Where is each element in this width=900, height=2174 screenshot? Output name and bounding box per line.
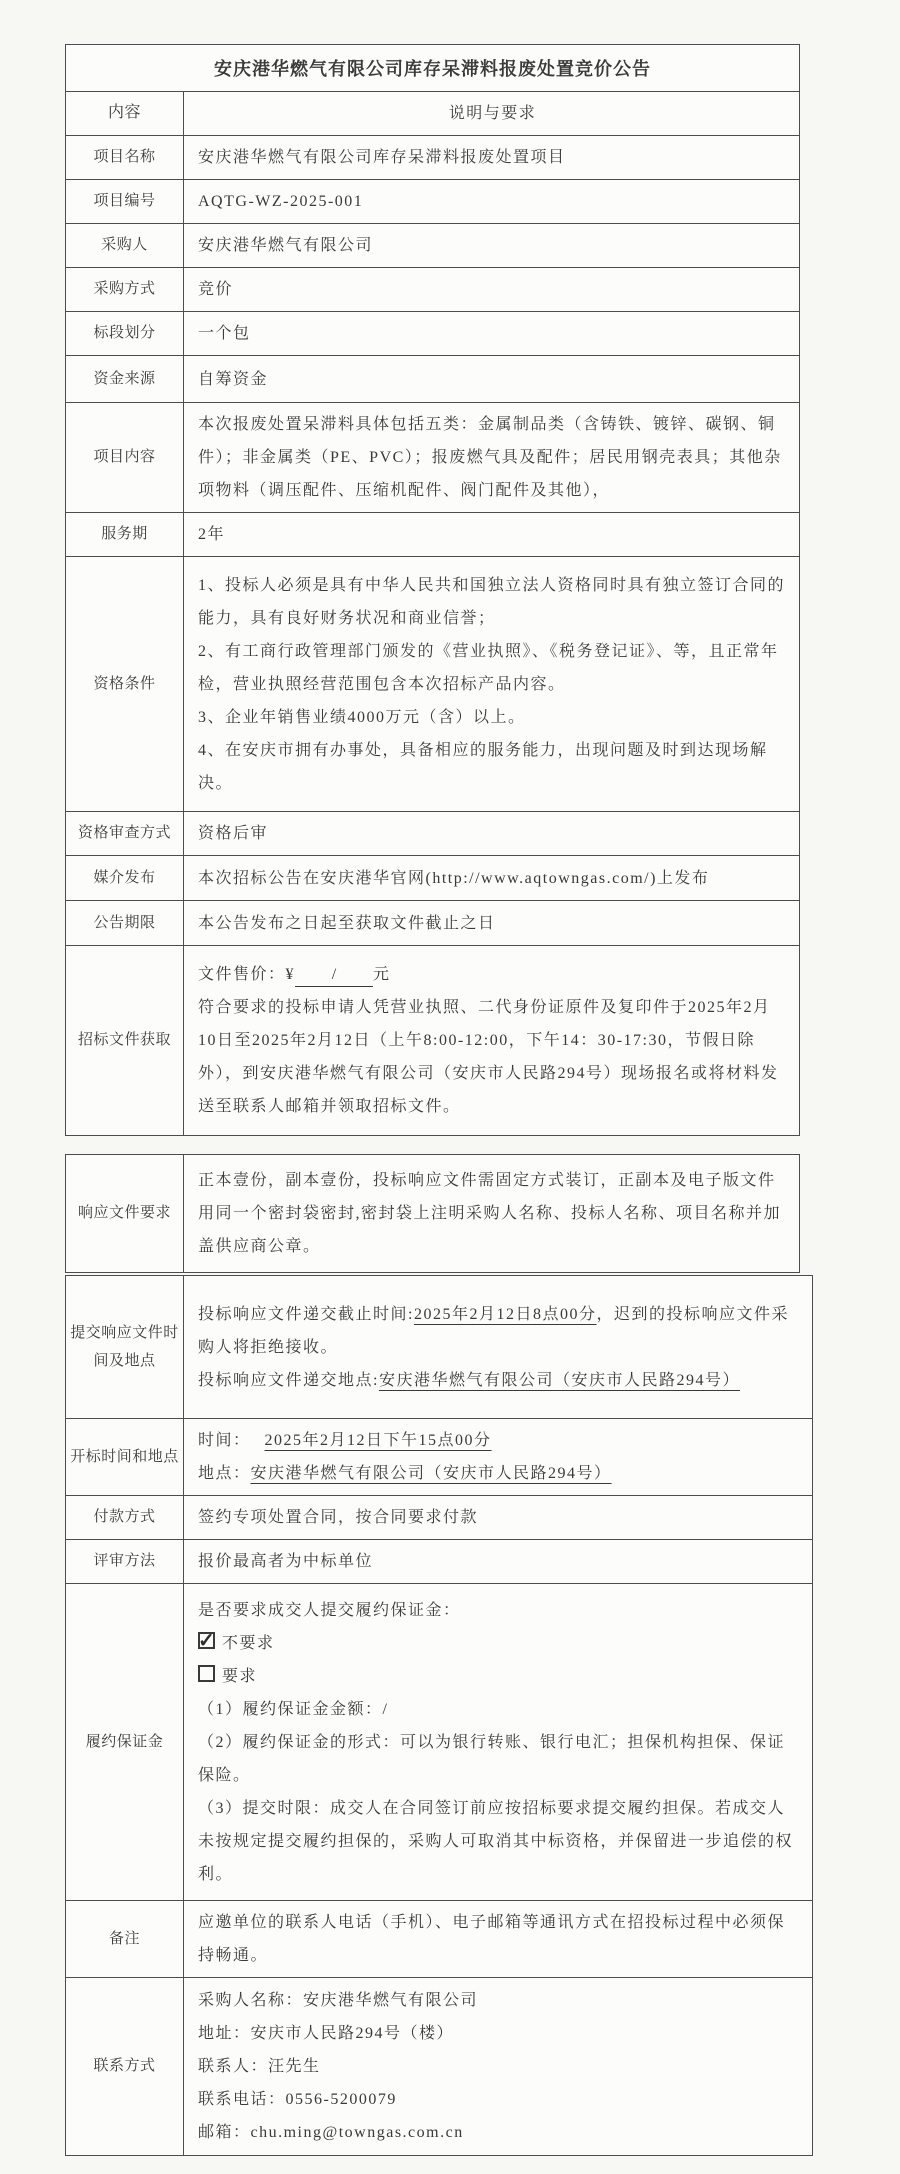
table-row-media-publication bbox=[66, 855, 799, 900]
row-value: 本公告发布之日起至获取文件截止之日 bbox=[198, 914, 496, 932]
row-label: 项目内容 bbox=[66, 403, 184, 512]
place-value: 安庆港华燃气有限公司（安庆市人民路294号） bbox=[378, 1371, 740, 1389]
qualification-item-2: 2、有工商行政管理部门颁发的《营业执照》、《税务登记证》、等，且正常年检，营业执照经营范围包含本次招标产品内容。 bbox=[198, 642, 779, 693]
row-label: 服务期 bbox=[66, 513, 184, 556]
table-row-notice-period bbox=[66, 900, 799, 945]
table-row-response-requirements bbox=[66, 1155, 799, 1272]
deadline-prefix: 投标响应文件递交截止时间: bbox=[198, 1305, 414, 1323]
row-value: 正本壹份，副本壹份，投标响应文件需固定方式装订，正副本及电子版文件用同一个密封袋密封,密封袋上注明采购人名称、投标人名称、项目名称并加盖供应商公章。 bbox=[198, 1172, 782, 1255]
row-label: 采购方式 bbox=[66, 268, 184, 311]
row-label: 采购人 bbox=[66, 224, 184, 267]
row-value: 应邀单位的联系人电话（手机）、电子邮箱等通讯方式在招投标过程中必须保持畅通。 bbox=[198, 1914, 786, 1964]
document-title-text: 安庆港华燃气有限公司库存呆滞料报废处置竞价公告 bbox=[214, 59, 651, 79]
table-row-payment bbox=[66, 1495, 812, 1539]
qualification-item-1: 1、投标人必须是具有中华人民共和国独立法人资格同时具有独立签订合同的能力，具有良好财务状况和商业信誉； bbox=[198, 576, 786, 627]
checkbox-checked-icon bbox=[198, 1632, 215, 1649]
row-value: 报价最高者为中标单位 bbox=[198, 1553, 374, 1570]
row-value: 资格后审 bbox=[198, 825, 269, 842]
table-row-project-number bbox=[66, 179, 799, 223]
row-label: 履约保证金 bbox=[66, 1584, 184, 1900]
row-value: 安庆港华燃气有限公司 bbox=[198, 237, 374, 254]
row-label: 联系方式 bbox=[66, 1978, 184, 2155]
table-row-submission bbox=[66, 1276, 812, 1418]
row-value: 安庆港华燃气有限公司库存呆滞料报废处置项目 bbox=[198, 149, 566, 166]
table-row-project-content bbox=[66, 402, 799, 512]
contact-person: 联系人：汪先生 bbox=[198, 2058, 321, 2075]
announcement-table-bidding bbox=[65, 1275, 813, 2156]
row-value: 自筹资金 bbox=[198, 370, 269, 388]
row-label: 公告期限 bbox=[66, 901, 184, 945]
table-row-purchaser bbox=[66, 223, 799, 267]
qualification-item-4: 4、在安庆市拥有办事处，具备相应的服务能力，出现问题及时到达现场解决。 bbox=[198, 741, 768, 792]
row-label: 备注 bbox=[66, 1901, 184, 1977]
bond-question: 是否要求成交人提交履约保证金： bbox=[198, 1601, 461, 1619]
bond-item-3: （3）提交时限：成交人在合同签订前应按招标要求提交履约担保。若成交人未按规定提交履约担保的，采购人可取消其中标资格，并保留进一步追偿的权利。 bbox=[198, 1799, 794, 1883]
row-value: 竞价 bbox=[198, 281, 234, 298]
fee-suffix: 元 bbox=[373, 966, 391, 983]
contact-phone: 联系电话：0556-5200079 bbox=[198, 2091, 397, 2108]
place-prefix: 投标响应文件递交地点: bbox=[198, 1371, 379, 1389]
row-label: 媒介发布 bbox=[66, 856, 184, 900]
row-label: 资格审查方式 bbox=[66, 812, 184, 855]
row-label: 项目名称 bbox=[66, 136, 184, 179]
opening-time-prefix: 时间： bbox=[198, 1432, 251, 1449]
announcement-table-response bbox=[65, 1154, 800, 1273]
bond-option-required bbox=[198, 1660, 800, 1693]
table-row-funding-source bbox=[66, 355, 799, 402]
document-obtain-body: 符合要求的投标申请人凭营业执照、二代身份证原件及复印件于2025年2月10日至2025年2月12日（上午8:00-12:00，下午14：30-17:30，节假日除外），到安庆港华燃气有限公司（安庆市人民路294号）现场报名或将材料发送至联系人邮箱并领取招标文件。 bbox=[198, 999, 779, 1115]
opening-time-value: 2025年2月12日下午15点00分 bbox=[264, 1432, 492, 1449]
row-value: 2年 bbox=[198, 526, 226, 543]
submission-place-line bbox=[198, 1364, 800, 1397]
table-row-service-period bbox=[66, 512, 799, 556]
table-row-qualification-review bbox=[66, 811, 799, 855]
row-label: 招标文件获取 bbox=[66, 946, 184, 1135]
contact-purchaser-name: 采购人名称：安庆港华燃气有限公司 bbox=[198, 1992, 479, 2009]
table-row-remarks bbox=[66, 1900, 812, 1977]
row-value: 本次招标公告在安庆港华官网(http://www.aqtowngas.com/)上发布 bbox=[198, 869, 710, 887]
fee-blank-field: / bbox=[295, 964, 373, 987]
row-label: 付款方式 bbox=[66, 1496, 184, 1539]
scanned-document-page bbox=[0, 44, 900, 2174]
opening-place-prefix: 地点： bbox=[198, 1465, 251, 1482]
row-value: AQTG-WZ-2025-001 bbox=[198, 193, 364, 210]
row-label: 标段划分 bbox=[66, 312, 184, 355]
table-row-procurement-method bbox=[66, 267, 799, 311]
row-label: 响应文件要求 bbox=[66, 1155, 184, 1272]
row-value: 签约专项处置合同，按合同要求付款 bbox=[198, 1509, 479, 1526]
table-row-performance-bond bbox=[66, 1583, 812, 1900]
table-row-document-obtain bbox=[66, 945, 799, 1135]
announcement-table-main bbox=[65, 44, 800, 1136]
submission-deadline-line bbox=[198, 1298, 800, 1364]
row-value: 一个包 bbox=[198, 325, 251, 342]
table-row-lot-division bbox=[66, 311, 799, 355]
table-row-evaluation-method bbox=[66, 1539, 812, 1583]
row-label: 提交响应文件时间及地点 bbox=[66, 1276, 184, 1418]
table-row-contact bbox=[66, 1977, 812, 2155]
row-label: 开标时间和地点 bbox=[66, 1419, 184, 1495]
bond-option-not-required bbox=[198, 1627, 800, 1660]
table-header-row bbox=[66, 91, 799, 135]
bond-item-2: （2）履约保证金的形式：可以为银行转账、银行电汇；担保机构担保、保证保险。 bbox=[198, 1733, 786, 1784]
document-fee-line bbox=[198, 958, 787, 991]
deadline-suffix: ，迟到的投标响应文件采购人将拒绝接收。 bbox=[198, 1305, 789, 1356]
column-header-content: 内容 bbox=[66, 92, 184, 135]
table-row-qualification bbox=[66, 556, 799, 811]
contact-email: 邮箱：chu.ming@towngas.com.cn bbox=[198, 2124, 464, 2141]
bond-option-not-required-label: 不要求 bbox=[222, 1634, 275, 1652]
column-header-description: 说明与要求 bbox=[448, 105, 537, 122]
deadline-value: 2025年2月12日8点00分 bbox=[413, 1305, 597, 1323]
opening-time-line bbox=[198, 1424, 800, 1457]
checkbox-unchecked-icon bbox=[198, 1665, 215, 1682]
bond-item-1: （1）履约保证金金额：/ bbox=[198, 1700, 389, 1718]
contact-address: 地址：安庆市人民路294号（楼） bbox=[198, 2025, 455, 2042]
row-label: 项目编号 bbox=[66, 180, 184, 223]
table-row-project-name bbox=[66, 135, 799, 179]
fee-prefix: 文件售价：¥ bbox=[198, 966, 296, 983]
bond-option-required-label: 要求 bbox=[222, 1667, 258, 1685]
qualification-item-3: 3、企业年销售业绩4000万元（含）以上。 bbox=[198, 708, 526, 726]
row-value: 本次报废处置呆滞料具体包括五类：金属制品类（含铸铁、镀锌、碳钢、铜件）；非金属类（PE、PVC）；报废燃气具及配件；居民用钢壳表具；其他杂项物料（调压配件、压缩机配件、阀门配件及其他）， bbox=[198, 416, 782, 499]
table-row-bid-opening bbox=[66, 1418, 812, 1495]
opening-place-line bbox=[198, 1457, 800, 1490]
document-title bbox=[66, 45, 799, 91]
opening-place-value: 安庆港华燃气有限公司（安庆市人民路294号） bbox=[250, 1465, 612, 1482]
row-label: 资金来源 bbox=[66, 356, 184, 402]
row-label: 评审方法 bbox=[66, 1540, 184, 1583]
row-label: 资格条件 bbox=[66, 557, 184, 811]
